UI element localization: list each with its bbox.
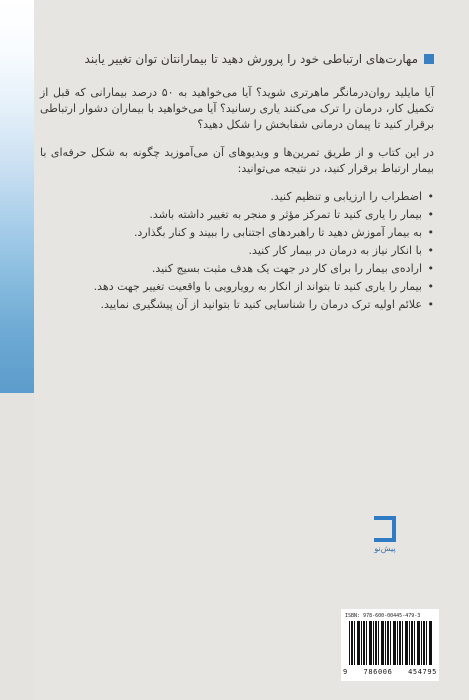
intro-paragraph: آیا مایلید روان‌درمانگر ماهرتری شوید؟ آیا می‌خواهید به ۵۰ درصد بیمارانی که قبل از تکمیل کار، درمان را ترک می‌کنند یاری رسانید؟ آیا می‌خواهید با بیماران دشوار ارتباطی برقرار کنید تا پیمان درمانی شفابخش را شکل دهید؟ <box>40 86 434 131</box>
bullet-icon: • <box>427 226 434 239</box>
bullet-icon: • <box>427 244 434 257</box>
barcode <box>341 609 439 681</box>
publisher-name: پیش‌نو <box>374 544 396 553</box>
bullet-icon: • <box>427 262 434 275</box>
back-cover-text <box>40 50 434 315</box>
barcode-digits <box>343 668 437 676</box>
list-item: • علائم اولیه ترک درمان را شناسایی کنید تا بتوانید از آن پیشگیری نمایید. <box>100 298 434 311</box>
list-item: • بیمار را یاری کنید تا تمرکز مؤثر و منجر به تغییر داشته باشد. <box>149 208 434 221</box>
bullet-icon: • <box>427 190 434 203</box>
lead-paragraph: در این کتاب و از طریق تمرین‌ها و ویدیوهای آن می‌آموزید چگونه به شکل حرفه‌ای با بیمار ارتباط برقرار کنید، در نتیجه می‌توانید: <box>40 146 434 175</box>
publisher-bracket-icon <box>374 516 396 542</box>
bullet-icon: • <box>427 298 434 311</box>
list-item: • با انکار نیاز به درمان در بیمار کار کنید. <box>248 244 434 257</box>
barcode-digit-group: 454795 <box>408 668 437 676</box>
list-item: • اضطراب را ارزیابی و تنظیم کنید. <box>270 190 434 203</box>
publisher-logo <box>372 516 398 553</box>
bullet-icon: • <box>427 208 434 221</box>
isbn-text: ISBN: 978-600-00445-479-3 <box>345 613 421 619</box>
square-marker-icon <box>424 54 434 64</box>
barcode-bars-icon <box>349 621 433 665</box>
headline <box>40 50 434 69</box>
barcode-digit-group: 9 <box>343 668 348 676</box>
spine-strip <box>0 393 34 700</box>
sky-image-strip <box>0 0 34 393</box>
headline-text: مهارت‌های ارتباطی خود را پرورش دهید تا بیمارانتان توان تغییر یابند <box>84 52 418 66</box>
list-item: • اراده‌ی بیمار را برای کار در جهت یک هدف مثبت بسیج کنید. <box>151 262 434 275</box>
list-item: • به بیمار آموزش دهید تا راهبردهای اجتنابی را ببیند و کنار بگذارد. <box>133 226 434 239</box>
bullet-icon: • <box>427 280 434 293</box>
benefits-list <box>40 189 434 313</box>
list-item: • بیمار را یاری کنید تا بتواند از انکار به رویارویی با واقعیت تغییر جهت دهد. <box>93 280 434 293</box>
barcode-digit-group: 786006 <box>363 668 393 676</box>
